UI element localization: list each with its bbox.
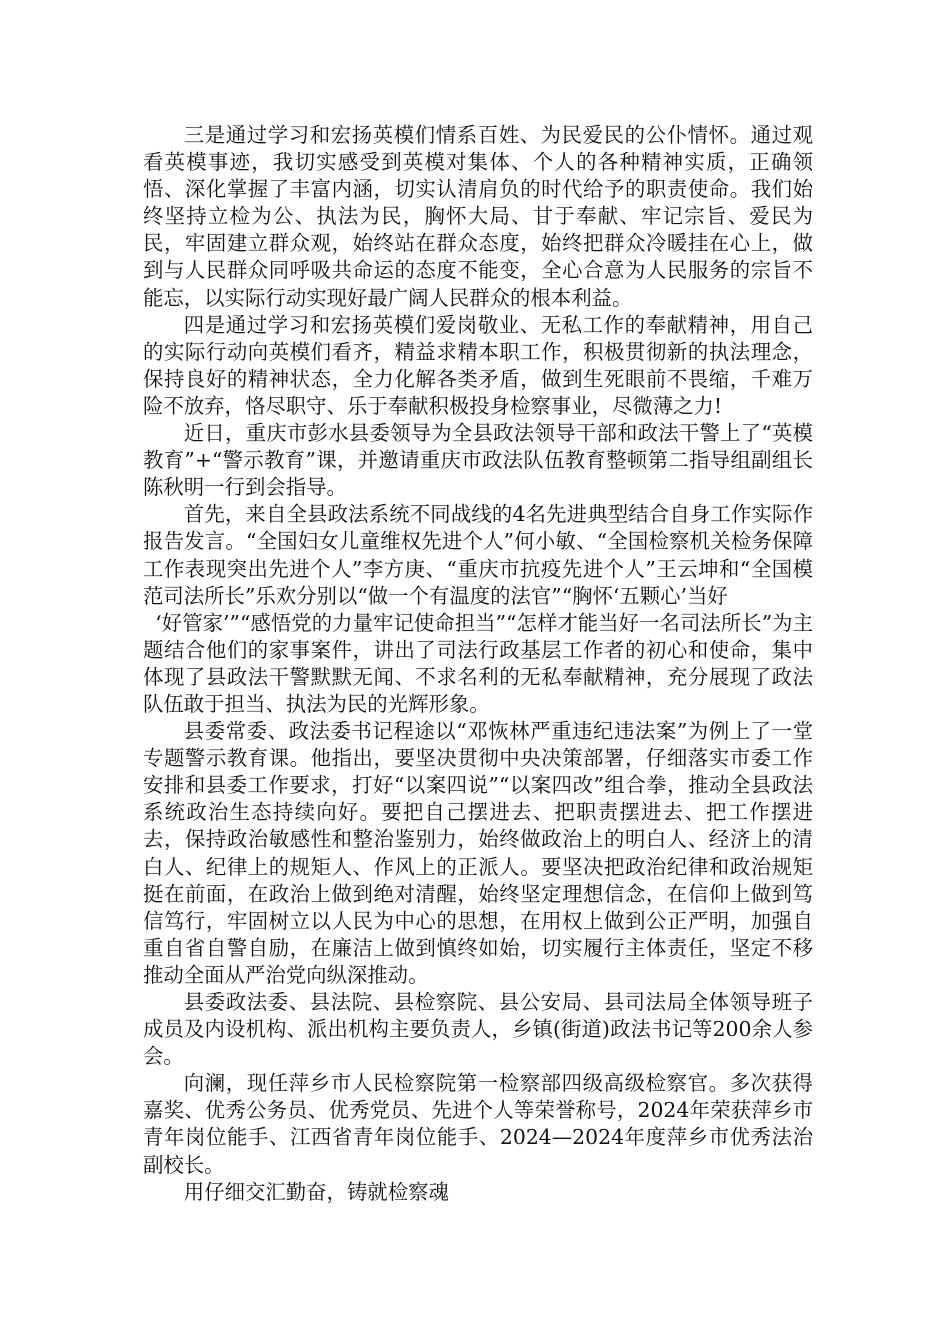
paragraph-profile: 向澜，现任萍乡市人民检察院第一检察部四级高级检察官。多次获得嘉奖、优秀公务员、优秀党员、先进个人等荣誉称号，2024年荣获萍乡市青年岗位能手、江西省青年岗位能手、2024—2024年度萍乡市优秀法治副校长。 (143, 1071, 813, 1177)
paragraph-public-servant: 三是通过学习和宏扬英模们情系百姓、为民爱民的公仆情怀。通过观看英模事迹，我切实感受到英模对集体、个人的各种精神实质，正确领悟、深化掌握了丰富内涵，切实认清肩负的时代给予的职责使命。我们始终坚持立检为公、执法为民，胸怀大局、甘于奉献、牢记宗旨、爱民为民，牢固建立群众观，始终站在群众态度，始终把群众冷暖挂在心上，做到与人民群众同呼吸共命运的态度不能变，全心合意为人民服务的宗旨不能忘，以实际行动实现好最广阔人民群众的根本利益。 (143, 123, 813, 310)
paragraph-dedication: 四是通过学习和宏扬英模们爱岗敬业、无私工作的奉献精神，用自己的实际行动向英模们看齐，精益求精本职工作，积极贯彻新的执法理念，保持良好的精神状态，全力化解各类矛盾，做到生死眼前不畏缩，千难万险不放弃，恪尽职守、乐于奉献积极投身检察事业，尽微薄之力! (143, 312, 813, 418)
paragraph-section-heading: 用仔细交汇勤奋，铸就检察魂 (183, 1179, 449, 1204)
document-body (143, 122, 813, 1206)
paragraph-warning-education: 县委常委、政法委书记程途以“邓恢林严重违纪违法案”为例上了一堂专题警示教育课。他指出，要坚决贯彻中央决策部署，仔细落实市委工作安排和县委工作要求，打好“以案四说”“以案四改”组合拳，推动全县政法系统政治生态持续向好。要把自己摆进去、把职责摆进去、把工作摆进去，保持政治敏感性和整治鉴别力，始终做政治上的明白人、经济上的清白人、纪律上的规矩人、作风上的正派人。要坚决把政治纪律和政治规矩挺在前面，在政治上做到绝对清醒，始终坚定理想信念，在信仰上做到笃信笃行，牢固树立以人民为中心的思想，在用权上做到公正严明，加强自重自省自警自励，在廉洁上做到慎终如始，切实履行主体责任，坚定不移推动全面从严治党向纵深推动。 (143, 719, 813, 987)
paragraph-advanced-models-continued: ‘好管家’”“感悟党的力量牢记使命担当”“怎样才能当好一名司法所长”为主题结合他们的家事案件，讲出了司法行政基层工作者的初心和使命，集中体现了县政法干警默默无闻、不求名利的无私奉献精神，充分展现了政法队伍敢于担当、执法为民的光辉形象。 (143, 610, 813, 716)
paragraph-recent-news: 近日，重庆市彭水县委领导为全县政法领导干部和政法干警上了“英模教育”+“警示教育”课，并邀请重庆市政法队伍教育整顿第二指导组副组长陈秋明一行到会指导。 (143, 421, 813, 500)
paragraph-advanced-models: 首先，来自全县政法系统不同战线的4名先进典型结合自身工作实际作报告发言。“全国妇女儿童维权先进个人”何小敏、“全国检察机关检务保障工作表现突出先进个人”李方庚、“重庆市抗疫先进个人”王云坤和“全国模范司法所长”乐欢分别以“做一个有温度的法官”“胸怀‘五颗心’当好 (143, 502, 813, 608)
paragraph-attendees: 县委政法委、县法院、县检察院、县公安局、县司法局全体领导班子成员及内设机构、派出机构主要负责人，乡镇(街道)政法书记等200余人参会。 (143, 990, 813, 1069)
